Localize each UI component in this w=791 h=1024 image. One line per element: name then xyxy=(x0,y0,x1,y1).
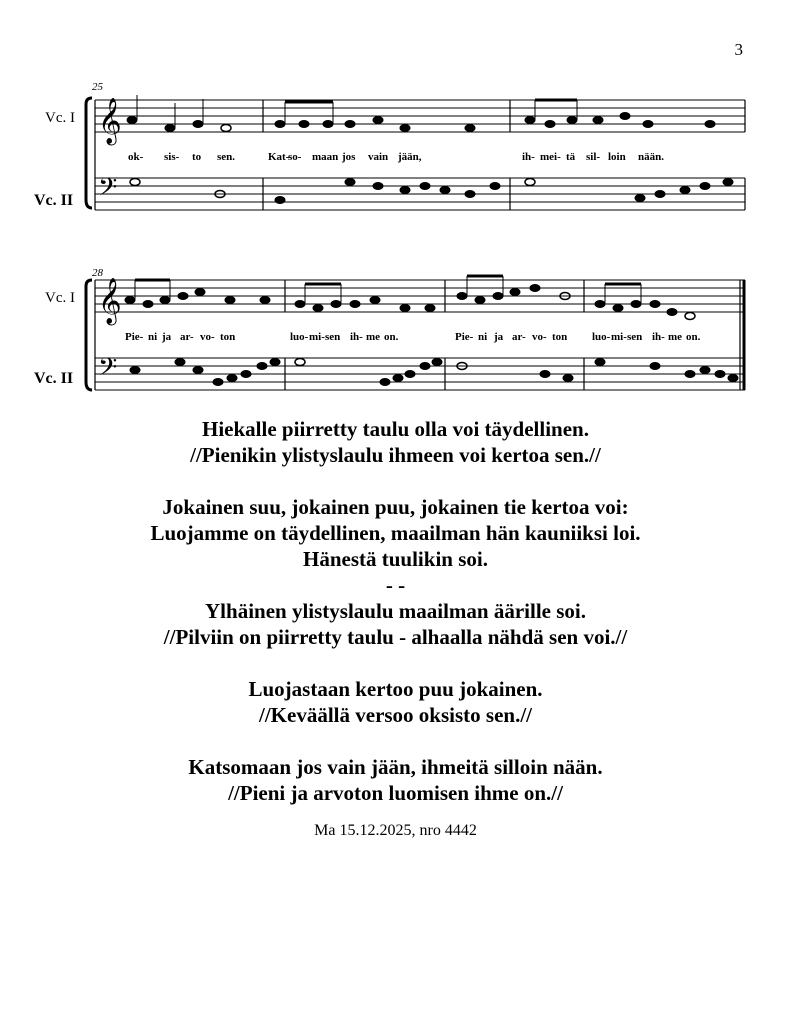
verse-line xyxy=(0,728,791,754)
svg-text:nään.: nään. xyxy=(638,151,664,163)
svg-text:sen: sen xyxy=(325,331,341,343)
lyric-row xyxy=(125,331,701,343)
svg-text:vain: vain xyxy=(368,151,389,163)
verse-text xyxy=(0,416,791,806)
footer-date: Ma 15.12.2025, nro 4442 xyxy=(314,822,477,839)
svg-text:Pie-: Pie- xyxy=(125,331,144,343)
notes-bottom xyxy=(130,179,733,204)
svg-text:ja: ja xyxy=(494,331,504,343)
system-bracket xyxy=(86,98,92,208)
notes-top xyxy=(125,276,695,320)
page-number: 3 xyxy=(734,40,743,59)
verse-line: Luojamme on täydellinen, maailman hän kauniiksi loi. xyxy=(150,521,641,545)
svg-text:on.: on. xyxy=(384,331,399,343)
system-2 xyxy=(34,267,745,390)
verse-line: //Pienikin ylistyslaulu ihmeen voi kertoa sen.// xyxy=(190,443,601,467)
instrument-label-bottom: Vc. II xyxy=(34,192,74,209)
treble-clef-icon: 𝄞 xyxy=(98,278,122,323)
instrument-label-top: Vc. I xyxy=(45,290,75,306)
svg-text:me: me xyxy=(668,331,683,343)
svg-text:loin: loin xyxy=(608,151,626,163)
svg-text:ar-: ar- xyxy=(512,331,526,343)
svg-text:luo-: luo- xyxy=(592,331,611,343)
notes-bottom xyxy=(130,359,738,386)
system-bracket xyxy=(86,280,92,390)
system-1 xyxy=(34,81,745,210)
svg-text:mi-: mi- xyxy=(611,331,627,343)
bass-clef-icon: 𝄢 xyxy=(98,174,118,207)
svg-text:so-: so- xyxy=(288,151,302,163)
measure-number: 25 xyxy=(92,81,103,93)
instrument-label-top: Vc. I xyxy=(45,110,75,126)
svg-text:Kat-: Kat- xyxy=(268,151,290,163)
staff-bottom xyxy=(95,178,745,210)
verse-line xyxy=(0,650,791,676)
verse-line: Hiekalle piirretty taulu olla voi täydellinen. xyxy=(202,417,589,441)
treble-clef-icon: 𝄞 xyxy=(98,98,122,143)
verse-line xyxy=(0,468,791,494)
music-score xyxy=(0,70,791,400)
svg-text:ja: ja xyxy=(162,331,172,343)
svg-text:mi-: mi- xyxy=(309,331,325,343)
instrument-label-bottom: Vc. II xyxy=(34,370,74,387)
svg-text:vo-: vo- xyxy=(532,331,547,343)
svg-text:vo-: vo- xyxy=(200,331,215,343)
svg-text:jään,: jään, xyxy=(398,151,422,163)
svg-text:sen.: sen. xyxy=(217,151,236,163)
measure-number: 28 xyxy=(92,267,103,279)
svg-text:ar-: ar- xyxy=(180,331,194,343)
svg-text:luo-: luo- xyxy=(290,331,309,343)
svg-text:me: me xyxy=(366,331,381,343)
svg-text:sil-: sil- xyxy=(586,151,601,163)
verse-line: Katsomaan jos vain jään, ihmeitä silloin nään. xyxy=(188,755,603,779)
svg-text:ton: ton xyxy=(220,331,236,343)
svg-text:ih-: ih- xyxy=(652,331,665,343)
svg-text:sis-: sis- xyxy=(164,151,180,163)
svg-text:maan: maan xyxy=(312,151,339,163)
staff-bottom xyxy=(95,358,745,390)
bass-clef-icon: 𝄢 xyxy=(98,354,118,387)
svg-text:ih-: ih- xyxy=(350,331,363,343)
lyric-row xyxy=(128,151,664,163)
svg-text:Pie-: Pie- xyxy=(455,331,474,343)
staff-top xyxy=(95,280,745,312)
svg-text:ni: ni xyxy=(148,331,158,343)
svg-text:tä: tä xyxy=(566,151,576,163)
svg-text:ni: ni xyxy=(478,331,488,343)
verse-line: Hänestä tuulikin soi. xyxy=(303,547,488,571)
svg-text:ton: ton xyxy=(552,331,568,343)
verse-line: Ylhäinen ylistyslaulu maailman äärille soi. xyxy=(205,599,586,623)
verse-line: //Keväällä versoo oksisto sen.// xyxy=(259,703,532,727)
verse-line: - - xyxy=(385,573,406,597)
verse-line: //Pilviin on piirretty taulu - alhaalla nähdä sen voi.// xyxy=(163,625,628,649)
svg-text:ih-: ih- xyxy=(522,151,535,163)
verse-line: //Pieni ja arvoton luomisen ihme on.// xyxy=(228,781,563,805)
svg-text:jos: jos xyxy=(342,151,356,163)
svg-text:sen: sen xyxy=(627,331,643,343)
svg-text:on.: on. xyxy=(686,331,701,343)
verse-line: Luojastaan kertoo puu jokainen. xyxy=(248,677,543,701)
svg-text:ok-: ok- xyxy=(128,151,144,163)
verse-line: Jokainen suu, jokainen puu, jokainen tie kertoa voi: xyxy=(162,495,629,519)
svg-text:to: to xyxy=(192,151,202,163)
svg-text:mei-: mei- xyxy=(540,151,561,163)
